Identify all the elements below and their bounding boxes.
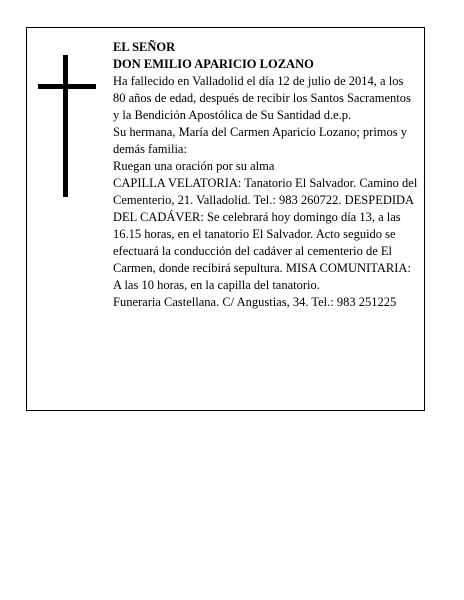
- service-details: CAPILLA VELATORIA: Tanatorio El Salvador. Camino del Cementerio, 21. Valladolid. Tel.: 983 260722. DESPEDIDA DEL CADÁVER: Se celebrará hoy domingo día 13, a las 16.15 horas, en el tanatorio El Salvador. Acto seguido se efectuará la conducción del cadáver al cementerio de El Carmen, donde recibirá sepultura. MISA COMUNITARIA: A las 10 horas, en la capilla del tanatorio.: [113, 176, 418, 292]
- prayer-request: Ruegan una oración por su alma: [113, 159, 275, 173]
- deceased-name: DON EMILIO APARICIO LOZANO: [113, 57, 314, 71]
- notice-title: EL SEÑOR: [113, 40, 176, 54]
- family-members: Su hermana, María del Carmen Aparicio Lozano; primos y demás familia:: [113, 125, 408, 156]
- death-announcement: Ha fallecido en Valladolid el día 12 de julio de 2014, a los 80 años de edad, después de recibir los Santos Sacramentos y la Bendición Apostólica de Su Santidad d.e.p.: [113, 74, 411, 122]
- obituary-text: [113, 39, 418, 311]
- cross-icon: [63, 55, 68, 197]
- funeral-home: Funeraria Castellana. C/ Angustias, 34. Tel.: 983 251225: [113, 295, 397, 309]
- cross-icon-bar: [38, 84, 96, 89]
